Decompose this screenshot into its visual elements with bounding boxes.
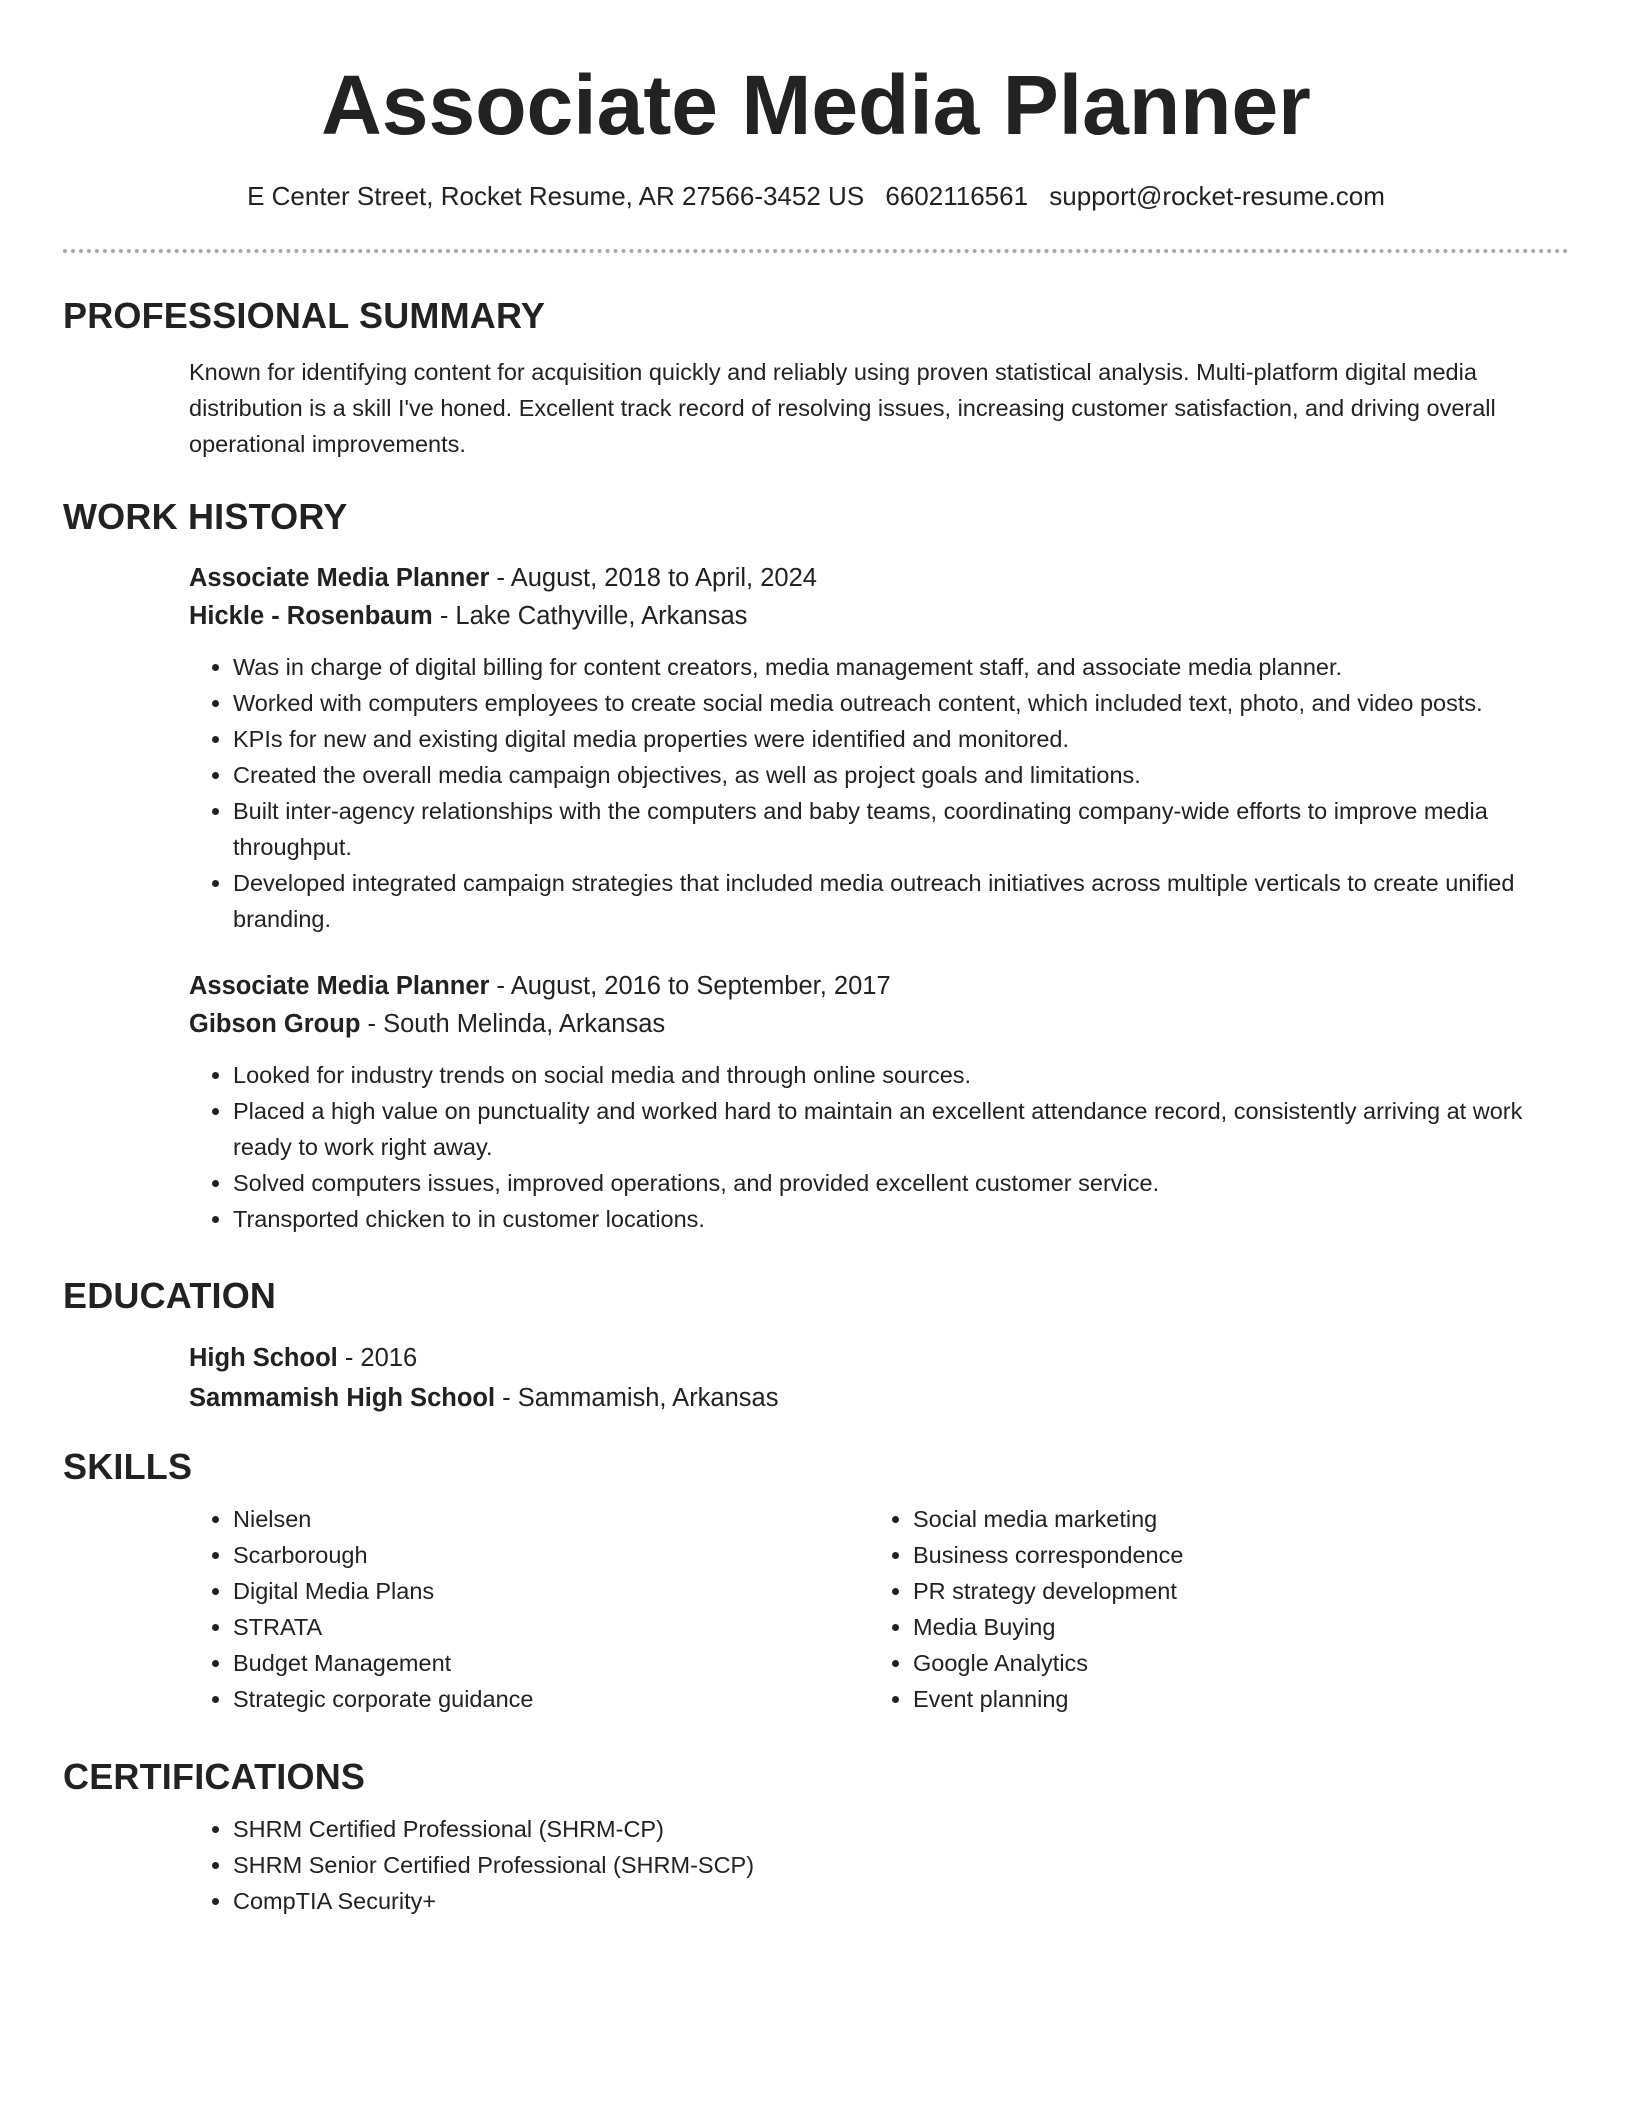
certifications-section [63,1757,1569,1919]
skill-item: • Social media marketing [913,1501,1549,1537]
skill-item: • Scarborough [233,1537,869,1573]
education-section [63,1276,1569,1418]
education-school: Sammamish High School [189,1384,496,1412]
job-dates: - August, 2016 to September, 2017 [489,972,891,1000]
summary-section [63,296,1569,462]
job-bullets [189,1057,1569,1237]
header-divider [63,249,1569,253]
skill-item: • Nielsen [233,1501,869,1537]
job-bullet: • Developed integrated campaign strategies that included media outreach initiatives across multiple verticals to create unified branding. [233,865,1569,937]
job-bullet: • Solved computers issues, improved operations, and provided excellent customer service. [233,1165,1569,1201]
contact-phone: 6602116561 [885,181,1029,211]
skill-item: • STRATA [233,1609,869,1645]
job-bullet: • Created the overall media campaign objectives, as well as project goals and limitations. [233,757,1569,793]
job-title-line [189,559,1569,597]
certifications-list [189,1811,1569,1919]
certifications-entry [189,1811,1569,1919]
contact-address: E Center Street, Rocket Resume, AR 27566-3452 US [247,181,865,211]
job-bullets [189,649,1569,937]
skills-column-right [869,1501,1549,1717]
job-company-line [189,597,1569,635]
job-bullet: • Looked for industry trends on social media and through online sources. [233,1057,1569,1093]
summary-text: Known for identifying content for acquisition quickly and reliably using proven statistical analysis. Multi-platform digital media distribution is a skill I've honed. Excellent track record of resolving issues, increasing customer satisfaction, and driving overall operational improvements. [189,359,1496,457]
certification-item: • SHRM Certified Professional (SHRM-CP) [233,1811,1569,1847]
education-heading: EDUCATION [63,1275,277,1316]
job-title-line [189,967,1569,1005]
education-year: - 2016 [337,1344,418,1372]
job-company: Hickle - Rosenbaum [189,602,433,630]
skills-list [189,1501,869,1717]
skills-heading: SKILLS [63,1446,193,1487]
certification-item: • CompTIA Security+ [233,1883,1569,1919]
resume-name: Associate Media Planner [321,58,1311,152]
job-bullet: • Worked with computers employees to create social media outreach content, which included text, photo, and video posts. [233,685,1569,721]
certifications-heading: CERTIFICATIONS [63,1756,366,1797]
job-bullet: • Was in charge of digital billing for content creators, media management staff, and associate media planner. [233,649,1569,685]
job-location: - South Melinda, Arkansas [360,1010,666,1038]
skill-item: • Budget Management [233,1645,869,1681]
job-bullet: • Placed a high value on punctuality and worked hard to maintain an excellent attendance record, consistently arriving at work ready to work right away. [233,1093,1569,1165]
education-entry [189,1338,1569,1418]
skills-column-left [189,1501,869,1717]
skills-section [63,1447,1569,1717]
education-degree-line [189,1338,1569,1378]
contact-email: support@rocket-resume.com [1049,181,1385,211]
summary-heading: PROFESSIONAL SUMMARY [63,295,546,336]
education-degree: High School [189,1344,338,1372]
job-company-line [189,1005,1569,1043]
education-location: - Sammamish, Arkansas [495,1384,779,1412]
skills-list [869,1501,1549,1717]
skill-item: • PR strategy development [913,1573,1549,1609]
certification-item: • SHRM Senior Certified Professional (SHRM-SCP) [233,1847,1569,1883]
education-school-line [189,1378,1569,1418]
skill-item: • Digital Media Plans [233,1573,869,1609]
skills-columns [189,1501,1569,1717]
work-history-section [63,497,1569,1237]
work-history-heading: WORK HISTORY [63,496,348,537]
job-entry [189,967,1569,1237]
job-role: Associate Media Planner [189,564,490,592]
skill-item: • Event planning [913,1681,1549,1717]
skill-item: • Business correspondence [913,1537,1549,1573]
skill-item: • Strategic corporate guidance [233,1681,869,1717]
skill-item: • Media Buying [913,1609,1549,1645]
job-bullet: • KPIs for new and existing digital media properties were identified and monitored. [233,721,1569,757]
job-bullet: • Transported chicken to in customer locations. [233,1201,1569,1237]
job-company: Gibson Group [189,1010,361,1038]
job-entry [189,559,1569,937]
contact-line [0,181,1632,211]
job-bullet: • Built inter-agency relationships with the computers and baby teams, coordinating company-wide efforts to improve media throughput. [233,793,1569,865]
job-role: Associate Media Planner [189,972,490,1000]
job-dates: - August, 2018 to April, 2024 [489,564,817,592]
job-location: - Lake Cathyville, Arkansas [432,602,748,630]
skill-item: • Google Analytics [913,1645,1549,1681]
